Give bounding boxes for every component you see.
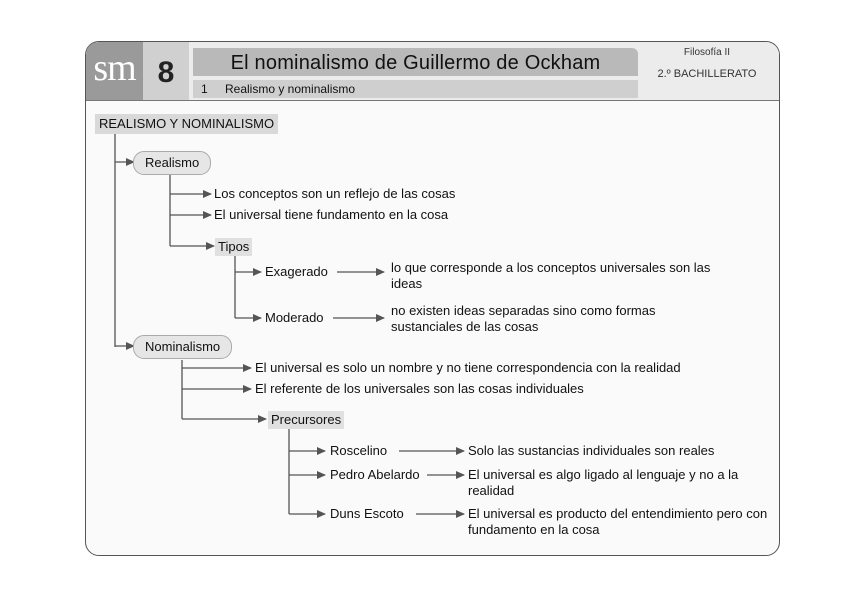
precursor-escoto: Duns Escoto xyxy=(330,506,404,521)
nominalismo-point-2: El referente de los universales son las cosas individuales xyxy=(255,381,584,396)
node-tipos: Tipos xyxy=(215,238,252,256)
tipo-exagerado: Exagerado xyxy=(265,264,328,279)
precursor-escoto-desc: El universal es producto del entendimiento pero con fundamento en la cosa xyxy=(468,506,768,537)
tipo-exagerado-desc: lo que corresponde a los conceptos universales son las ideas xyxy=(391,260,711,291)
unit-title: El nominalismo de Guillermo de Ockham xyxy=(230,52,601,74)
unit-number: 8 xyxy=(143,42,189,100)
section-title: Realismo y nominalismo xyxy=(225,82,356,96)
tipo-moderado-desc: no existen ideas separadas sino como formas sustanciales de las cosas xyxy=(391,303,656,334)
section-number: 1 xyxy=(201,82,208,96)
realismo-point-1: Los conceptos son un reflejo de las cosas xyxy=(214,186,456,201)
precursor-abelardo-desc: El universal es algo ligado al lenguaje y no a la realidad xyxy=(468,467,739,498)
node-realismo: Realismo xyxy=(133,151,211,175)
precursor-roscelino-desc: Solo las sustancias individuales son reales xyxy=(468,443,715,458)
node-nominalismo: Nominalismo xyxy=(133,335,232,359)
precursor-abelardo: Pedro Abelardo xyxy=(330,467,420,482)
publisher-logo: sm xyxy=(86,42,143,100)
root-concept: REALISMO Y NOMINALISMO xyxy=(95,114,278,134)
grade-label: 2.º BACHILLERATO xyxy=(657,68,757,80)
subject-label: Filosofía II xyxy=(683,47,731,58)
nominalismo-point-1: El universal es solo un nombre y no tiene correspondencia con la realidad xyxy=(255,360,681,375)
node-precursores: Precursores xyxy=(268,411,344,429)
precursor-roscelino: Roscelino xyxy=(330,443,388,458)
realismo-point-2: El universal tiene fundamento en la cosa xyxy=(214,207,449,222)
tipo-moderado: Moderado xyxy=(265,310,324,325)
